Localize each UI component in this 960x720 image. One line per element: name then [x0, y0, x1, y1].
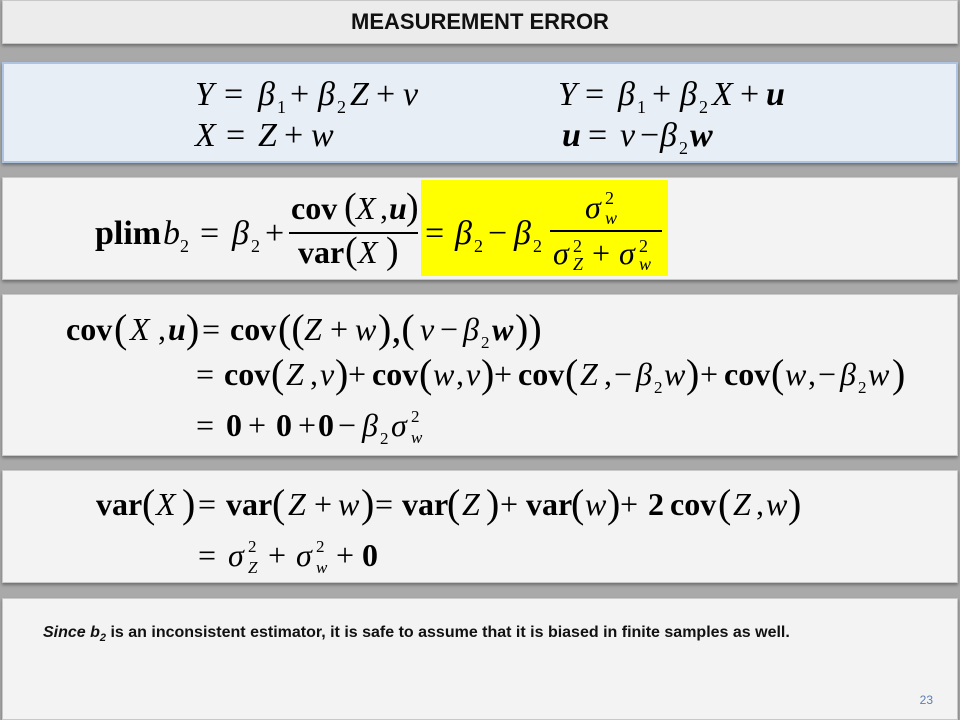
- svg-text:Z: Z: [462, 486, 480, 522]
- svg-text:β: β: [514, 215, 531, 252]
- svg-text:Z: Z: [580, 356, 598, 392]
- svg-text:X: X: [130, 311, 150, 347]
- measured-x-equation: [193, 117, 334, 154]
- svg-text:w: w: [605, 208, 618, 228]
- svg-text:−: −: [338, 407, 357, 443]
- svg-text:+: +: [268, 537, 287, 573]
- svg-text:(: (: [114, 306, 128, 351]
- svg-text:,: ,: [380, 190, 388, 226]
- svg-text:+: +: [494, 356, 513, 392]
- svg-text:cov: cov: [224, 356, 271, 392]
- svg-text:(: (: [565, 351, 579, 396]
- svg-text:(: (: [345, 230, 358, 272]
- svg-text:(: (: [419, 351, 433, 396]
- svg-text:+: +: [330, 311, 349, 347]
- svg-text:2: 2: [533, 236, 542, 256]
- svg-text:2: 2: [654, 378, 663, 397]
- svg-text:,: ,: [604, 356, 612, 392]
- svg-text:X: X: [156, 486, 176, 522]
- svg-text:=: =: [224, 76, 244, 113]
- svg-text:σ: σ: [619, 235, 635, 271]
- svg-text:u: u: [562, 117, 581, 154]
- svg-text:σ: σ: [585, 189, 601, 225]
- svg-text:(: (: [571, 481, 585, 526]
- svg-text:(: (: [447, 481, 461, 526]
- svg-text:2: 2: [316, 537, 325, 556]
- svg-text:b: b: [163, 215, 180, 252]
- svg-text:β: β: [362, 407, 378, 443]
- svg-text:2: 2: [699, 97, 708, 117]
- svg-text:=: =: [425, 215, 445, 252]
- svg-text:): ): [607, 481, 621, 526]
- svg-text:2: 2: [679, 138, 688, 158]
- svg-text:Y: Y: [195, 76, 214, 113]
- cov-line-3: [196, 407, 423, 448]
- svg-text:σ: σ: [228, 537, 244, 573]
- slide-title: MEASUREMENT ERROR: [351, 9, 609, 34]
- svg-text:−: −: [440, 311, 459, 347]
- svg-text:+: +: [652, 76, 672, 113]
- svg-text:=: =: [375, 486, 394, 522]
- svg-text:cov: cov: [230, 311, 277, 347]
- svg-text:): ): [788, 481, 802, 526]
- svg-text:X: X: [358, 234, 378, 270]
- svg-text:0: 0: [226, 407, 242, 443]
- svg-text:v: v: [403, 76, 419, 113]
- svg-text:w: w: [311, 117, 334, 154]
- svg-text:(: (: [344, 186, 357, 228]
- svg-text:w: w: [411, 428, 423, 447]
- svg-text:X: X: [712, 76, 733, 113]
- svg-text:=: =: [585, 76, 605, 113]
- svg-text:,: ,: [756, 486, 764, 522]
- svg-text:−: −: [818, 356, 837, 392]
- svg-text:+: +: [376, 76, 396, 113]
- svg-text:((: ((: [278, 306, 305, 351]
- svg-text:w: w: [785, 356, 807, 392]
- svg-text:2: 2: [248, 537, 257, 556]
- svg-text:β: β: [636, 356, 652, 392]
- svg-text:w: w: [585, 486, 607, 522]
- svg-text:cov: cov: [518, 356, 565, 392]
- svg-text:0: 0: [276, 407, 292, 443]
- svg-text:2: 2: [251, 236, 260, 256]
- svg-text:2: 2: [573, 236, 582, 256]
- svg-text:+: +: [314, 486, 333, 522]
- svg-text:v: v: [620, 117, 636, 154]
- svg-text:Z: Z: [288, 486, 306, 522]
- svg-text:β: β: [840, 356, 856, 392]
- svg-text:2: 2: [474, 236, 483, 256]
- svg-text:+: +: [740, 76, 760, 113]
- svg-text:,: ,: [310, 356, 318, 392]
- svg-text:v: v: [466, 356, 481, 392]
- svg-text:=: =: [198, 537, 217, 573]
- svg-text:Z: Z: [258, 117, 277, 154]
- svg-text:w: w: [766, 486, 788, 522]
- svg-text:2: 2: [605, 188, 614, 208]
- svg-text:+: +: [284, 117, 304, 154]
- svg-text:=: =: [200, 215, 220, 252]
- svg-text:β: β: [258, 76, 275, 113]
- svg-text:=: =: [196, 356, 215, 392]
- svg-text:): ): [406, 186, 419, 228]
- svg-text:0: 0: [318, 407, 334, 443]
- svg-text:2: 2: [648, 486, 664, 522]
- svg-text:1: 1: [277, 97, 286, 117]
- svg-text:Z: Z: [286, 356, 304, 392]
- svg-text:(: (: [718, 481, 732, 526]
- svg-text:+: +: [265, 215, 285, 252]
- svg-text:): ): [686, 351, 700, 396]
- svg-text:−: −: [640, 117, 660, 154]
- svg-text:+: +: [248, 407, 267, 443]
- svg-text:Z: Z: [304, 311, 322, 347]
- svg-text:u: u: [168, 311, 186, 347]
- svg-text:): ): [892, 351, 906, 396]
- svg-text:w: w: [492, 311, 514, 347]
- svg-text:),(: ),(: [378, 306, 415, 351]
- svg-text:w: w: [316, 558, 328, 577]
- svg-text:+: +: [348, 356, 367, 392]
- fitted-model-equation: [558, 76, 785, 117]
- svg-text:var: var: [526, 486, 573, 522]
- svg-text:w: w: [868, 356, 890, 392]
- svg-text:β: β: [318, 76, 335, 113]
- svg-text:Z: Z: [248, 558, 258, 577]
- svg-text:,: ,: [808, 356, 816, 392]
- svg-text:): ): [481, 351, 495, 396]
- svg-text:+: +: [336, 537, 355, 573]
- note-text: Since $b_2$ is an inconsistent estimator, it is safe to assume that it is biased in finite samples as well.: [43, 624, 790, 645]
- svg-text:cov: cov: [372, 356, 419, 392]
- svg-text:X: X: [356, 190, 376, 226]
- svg-text:var: var: [402, 486, 449, 522]
- page-number: 23: [919, 693, 933, 707]
- svg-text:+: +: [700, 356, 719, 392]
- svg-text:w: w: [338, 486, 360, 522]
- svg-text:v: v: [320, 356, 335, 392]
- svg-text:2: 2: [858, 378, 867, 397]
- svg-text:β: β: [680, 76, 697, 113]
- svg-text:=: =: [198, 486, 217, 522]
- svg-text:Z: Z: [573, 254, 584, 274]
- svg-text:): ): [386, 230, 399, 272]
- svg-text:−: −: [488, 215, 508, 252]
- svg-text:(: (: [271, 351, 285, 396]
- svg-text:β: β: [463, 311, 479, 347]
- var-line-2: [198, 537, 378, 577]
- svg-text:X: X: [195, 117, 216, 154]
- svg-text:σ: σ: [391, 407, 407, 443]
- svg-text:w: w: [639, 254, 652, 274]
- svg-text:cov: cov: [291, 190, 338, 226]
- svg-text:(: (: [771, 351, 785, 396]
- svg-text:var: var: [226, 486, 273, 522]
- svg-text:cov: cov: [66, 311, 113, 347]
- svg-text:2: 2: [180, 236, 189, 256]
- cov-line-2: [196, 351, 905, 397]
- svg-text:w: w: [664, 356, 686, 392]
- svg-text:var: var: [96, 486, 143, 522]
- svg-text:plim: plim: [95, 215, 162, 252]
- svg-text:β: β: [618, 76, 635, 113]
- svg-text:β: β: [660, 117, 677, 154]
- svg-text:2: 2: [481, 333, 490, 352]
- svg-text:u: u: [389, 190, 407, 226]
- svg-text:Z: Z: [733, 486, 751, 522]
- svg-text:w: w: [690, 117, 713, 154]
- svg-text:2: 2: [337, 97, 346, 117]
- svg-text:): ): [186, 306, 200, 351]
- var-line-1: [96, 481, 801, 526]
- svg-text:0: 0: [362, 537, 378, 573]
- svg-text:): ): [361, 481, 375, 526]
- svg-text:,: ,: [456, 356, 464, 392]
- svg-text:v: v: [420, 311, 435, 347]
- svg-text:): ): [335, 351, 349, 396]
- svg-text:var: var: [298, 234, 345, 270]
- svg-text:2: 2: [411, 407, 420, 426]
- cov-line-1: [66, 306, 542, 352]
- svg-text:1: 1: [637, 97, 646, 117]
- svg-text:)): )): [515, 306, 542, 351]
- svg-text:β: β: [232, 215, 249, 252]
- svg-text:=: =: [588, 117, 608, 154]
- svg-text:w: w: [433, 356, 455, 392]
- svg-text:2: 2: [639, 236, 648, 256]
- svg-text:(: (: [272, 481, 286, 526]
- svg-text:=: =: [202, 311, 221, 347]
- svg-text:+: +: [290, 76, 310, 113]
- svg-text:+: +: [620, 486, 639, 522]
- svg-text:): ): [486, 481, 500, 526]
- svg-text:cov: cov: [670, 486, 717, 522]
- svg-text:): ): [182, 481, 196, 526]
- svg-text:β: β: [455, 215, 472, 252]
- true-model-equation: [195, 76, 419, 117]
- svg-text:,: ,: [158, 311, 166, 347]
- svg-text:(: (: [142, 481, 156, 526]
- disturbance-equation: [562, 117, 713, 158]
- plim-equation: [95, 186, 662, 274]
- svg-text:cov: cov: [724, 356, 771, 392]
- svg-text:2: 2: [380, 429, 389, 448]
- svg-text:+: +: [500, 486, 519, 522]
- svg-text:u: u: [766, 76, 785, 113]
- svg-text:σ: σ: [553, 235, 569, 271]
- svg-text:Z: Z: [350, 76, 369, 113]
- svg-text:=: =: [226, 117, 246, 154]
- svg-text:=: =: [196, 407, 215, 443]
- svg-text:+: +: [298, 407, 317, 443]
- svg-text:+: +: [592, 235, 611, 271]
- svg-text:σ: σ: [296, 537, 312, 573]
- svg-text:−: −: [614, 356, 633, 392]
- svg-text:Y: Y: [558, 76, 577, 113]
- svg-text:w: w: [355, 311, 377, 347]
